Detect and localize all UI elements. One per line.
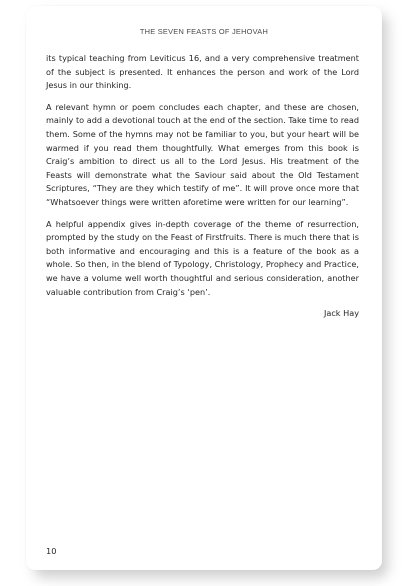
book-page	[26, 6, 382, 570]
running-head: THE SEVEN FEASTS OF JEHOVAH	[139, 27, 269, 36]
paragraph-2: A relevant hymn or poem concludes each chapter, and these are chosen, mainly to add a devotional touch at the end of the section. Take time to read them. Some of the hymns may not be familiar to you, but your heart will be warmed if you read them thoughtfully. What emerges from this book is Craig’s ambition to direct us all to the Lord Jesus. His treatment of the Feasts will demonstrate what the Saviour said about the Old Testament Scriptures, “They are they which testify of me”. It will prove once more that “Whatsoever things were written aforetime were written for our learning”.	[46, 101, 359, 207]
paragraph-1: its typical teaching from Leviticus 16, and a very comprehensive treatment of the subject is presented. It enhances the person and work of the Lord Jesus in our thinking.	[46, 53, 359, 91]
body-text	[46, 52, 359, 321]
paragraph-3: A helpful appendix gives in-depth coverage of the theme of resurrection, prompted by the study on the Feast of Firstfruits. There is much there that is both informative and encouraging and this is a feature of the book as a whole. So then, in the blend of Typology, Christology, Prophecy and Practice, we have a volume well worth thoughtful and serious consideration, another valuable contribution from Craig’s ‘pen’.	[46, 218, 359, 297]
page-number: 10	[46, 546, 57, 556]
author-signature: Jack Hay	[323, 308, 359, 319]
